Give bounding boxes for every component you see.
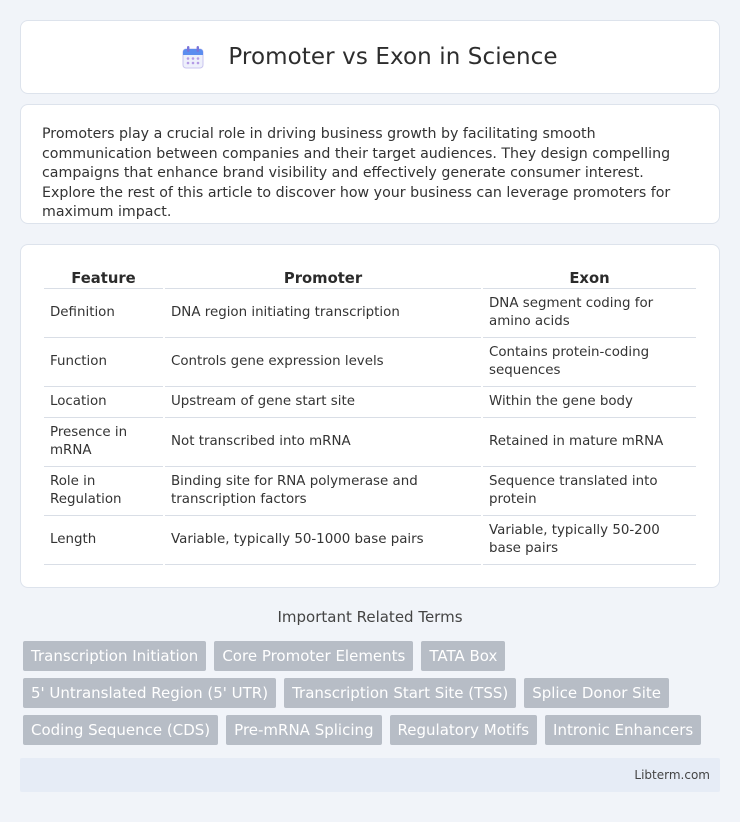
feature-cell: Location xyxy=(44,387,163,418)
related-terms-list xyxy=(23,641,723,752)
exon-cell: Variable, typically 50-200 base pairs xyxy=(483,516,696,565)
calendar-icon xyxy=(182,45,204,69)
term-tag[interactable]: Pre-mRNA Splicing xyxy=(226,715,381,745)
table-row xyxy=(44,387,696,418)
term-tag[interactable]: Transcription Start Site (TSS) xyxy=(284,678,516,708)
feature-cell: Role in Regulation xyxy=(44,467,163,516)
term-tag[interactable]: Regulatory Motifs xyxy=(390,715,538,745)
footer-site-link[interactable]: Libterm.com xyxy=(634,768,710,782)
table-row xyxy=(44,418,696,467)
feature-cell: Definition xyxy=(44,289,163,338)
table-header-row xyxy=(44,265,696,289)
footer xyxy=(20,758,720,792)
tag-row xyxy=(23,715,723,745)
related-terms-title: Important Related Terms xyxy=(277,608,463,626)
feature-cell: Function xyxy=(44,338,163,387)
term-tag[interactable]: Intronic Enhancers xyxy=(545,715,701,745)
header-exon: Exon xyxy=(483,265,696,289)
exon-cell: Retained in mature mRNA xyxy=(483,418,696,467)
exon-cell: DNA segment coding for amino acids xyxy=(483,289,696,338)
tag-row xyxy=(23,678,723,708)
comparison-table xyxy=(42,265,698,565)
intro-card xyxy=(20,104,720,224)
promoter-cell: DNA region initiating transcription xyxy=(165,289,481,338)
promoter-cell: Upstream of gene start site xyxy=(165,387,481,418)
header-promoter: Promoter xyxy=(165,265,481,289)
table-row xyxy=(44,516,696,565)
feature-cell: Presence in mRNA xyxy=(44,418,163,467)
tag-row xyxy=(23,641,723,671)
promoter-cell: Variable, typically 50-1000 base pairs xyxy=(165,516,481,565)
exon-cell: Within the gene body xyxy=(483,387,696,418)
term-tag[interactable]: Coding Sequence (CDS) xyxy=(23,715,218,745)
table-row xyxy=(44,467,696,516)
term-tag[interactable]: Transcription Initiation xyxy=(23,641,206,671)
term-tag[interactable]: Splice Donor Site xyxy=(524,678,669,708)
promoter-cell: Not transcribed into mRNA xyxy=(165,418,481,467)
exon-cell: Contains protein-coding sequences xyxy=(483,338,696,387)
header-card xyxy=(20,20,720,94)
exon-cell: Sequence translated into protein xyxy=(483,467,696,516)
page-title: Promoter vs Exon in Science xyxy=(228,44,558,70)
comparison-table-card xyxy=(20,244,720,588)
header-feature: Feature xyxy=(44,265,163,289)
feature-cell: Length xyxy=(44,516,163,565)
term-tag[interactable]: TATA Box xyxy=(421,641,505,671)
term-tag[interactable]: Core Promoter Elements xyxy=(214,641,413,671)
table-row xyxy=(44,338,696,387)
intro-paragraph: Promoters play a crucial role in driving business growth by facilitating smooth communication between companies and their target audiences. They design compelling campaigns that enhance brand visibility and effectively generate consumer interest. Explore the rest of this article to discover how your business can leverage promoters for maximum impact. xyxy=(42,126,671,220)
promoter-cell: Controls gene expression levels xyxy=(165,338,481,387)
table-row xyxy=(44,289,696,338)
promoter-cell: Binding site for RNA polymerase and transcription factors xyxy=(165,467,481,516)
term-tag[interactable]: 5' Untranslated Region (5' UTR) xyxy=(23,678,276,708)
